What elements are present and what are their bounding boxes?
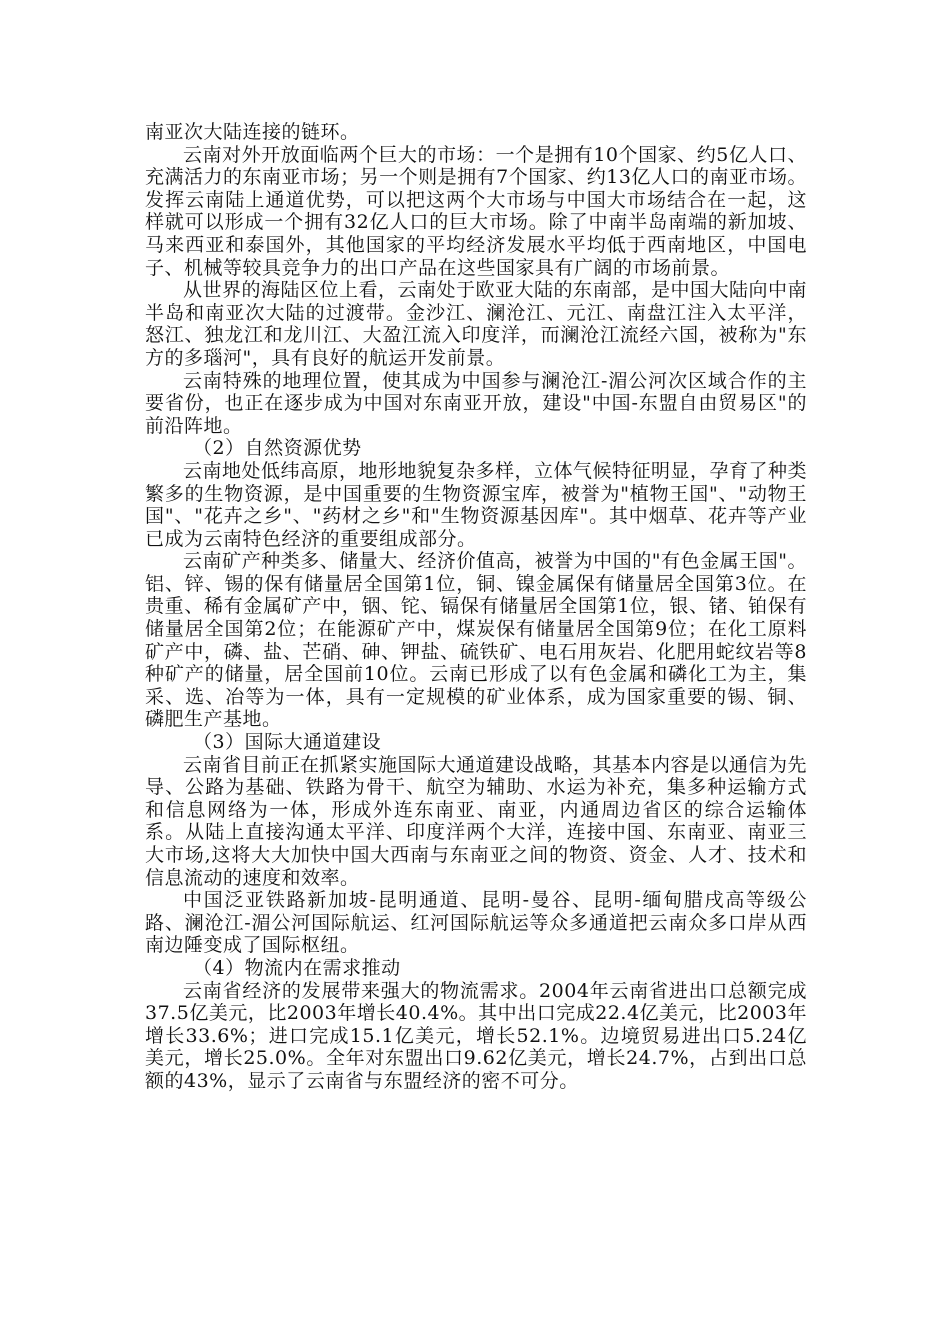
section-heading: （2）自然资源优势 [193, 437, 362, 460]
section-heading: （3）国际大通道建设 [193, 731, 382, 754]
paragraph: 云南矿产种类多、储量大、经济价值高，被誉为中国的"有色金属王国"。铝、锌、锡的保有储量居全国第1位，铜、镍金属保有储量居全国第3位。在贵重、稀有金属矿产中，铟、铊、镉保有储量居全国第1位，银、锗、铂保有储量居全国第2位；在能源矿产中，煤炭保有储量居全国第9位；在化工原料矿产中，磷、盐、芒硝、砷、钾盐、硫铁矿、电石用灰岩、化肥用蛇纹岩等8种矿产的储量，居全国前10位。云南已形成了以有色金属和磷化工为主，集采、选、冶等为一体，具有一定规模的矿业体系，成为国家重要的锡、铜、磷肥生产基地。 [145, 550, 807, 731]
paragraph: 云南特殊的地理位置，使其成为中国参与澜沧江-湄公河次区域合作的主要省份，也正在逐步成为中国对东南亚开放，建设"中国-东盟自由贸易区"的前沿阵地。 [145, 369, 807, 437]
paragraph: 中国泛亚铁路新加坡-昆明通道、昆明-曼谷、昆明-缅甸腊戌高等级公路、澜沧江-湄公河国际航运、红河国际航运等众多通道把云南众多口岸从西南边陲变成了国际枢纽。 [145, 889, 807, 957]
paragraph: 从世界的海陆区位上看，云南处于欧亚大陆的东南部，是中国大陆向中南半岛和南亚次大陆的过渡带。金沙江、澜沧江、元江、南盘江注入太平洋，怒江、独龙江和龙川江、大盈江流入印度洋，而澜沧江流经六国，被称为"东方的多瑙河"，具有良好的航运开发前景。 [145, 279, 808, 369]
document-body [145, 121, 807, 1093]
paragraph: 云南地处低纬高原，地形地貌复杂多样，立体气候特征明显，孕育了种类繁多的生物资源，是中国重要的生物资源宝库，被誉为"植物王国"、"动物王国"、"花卉之乡"、"药材之乡"和"生物资源基因库"。其中烟草、花卉等产业已成为云南特色经济的重要组成部分。 [145, 459, 808, 550]
paragraph: 南亚次大陆连接的链环。 [145, 121, 360, 143]
section-heading: （4）物流内在需求推动 [193, 956, 401, 979]
paragraph: 云南对外开放面临两个巨大的市场：一个是拥有10个国家、约5亿人口、充满活力的东南亚市场；另一个则是拥有7个国家、约13亿人口的南亚市场。发挥云南陆上通道优势，可以把这两个大市场与中国大市场结合在一起，这样就可以形成一个拥有32亿人口的巨大市场。除了中南半岛南端的新加坡、马来西亚和泰国外，其他国家的平均经济发展水平均低于西南地区，中国电子、机械等较具竞争力的出口产品在这些国家具有广阔的市场前景。 [145, 143, 807, 279]
paragraph: 云南省目前正在抓紧实施国际大通道建设战略，其基本内容是以通信为先导、公路为基础、铁路为骨干、航空为辅助、水运为补充，集多种运输方式和信息网络为一体，形成外连东南亚、南亚，内通周边省区的综合运输体系。从陆上直接沟通太平洋、印度洋两个大洋，连接中国、东南亚、南亚三大市场,这将大大加快中国大西南与东南亚之间的物资、资金、人才、技术和信息流动的速度和效率。 [145, 753, 808, 889]
paragraph: 云南省经济的发展带来强大的物流需求。2004年云南省进出口总额完成37.5亿美元，比2003年增长40.4%。其中出口完成22.4亿美元，比2003年增长33.6%；进口完成15.1亿美元，增长52.1%。边境贸易进出口5.24亿美元，增长25.0%。全年对东盟出口9.62亿美元，增长24.7%，占到出口总额的43%，显示了云南省与东盟经济的密不可分。 [145, 979, 807, 1092]
